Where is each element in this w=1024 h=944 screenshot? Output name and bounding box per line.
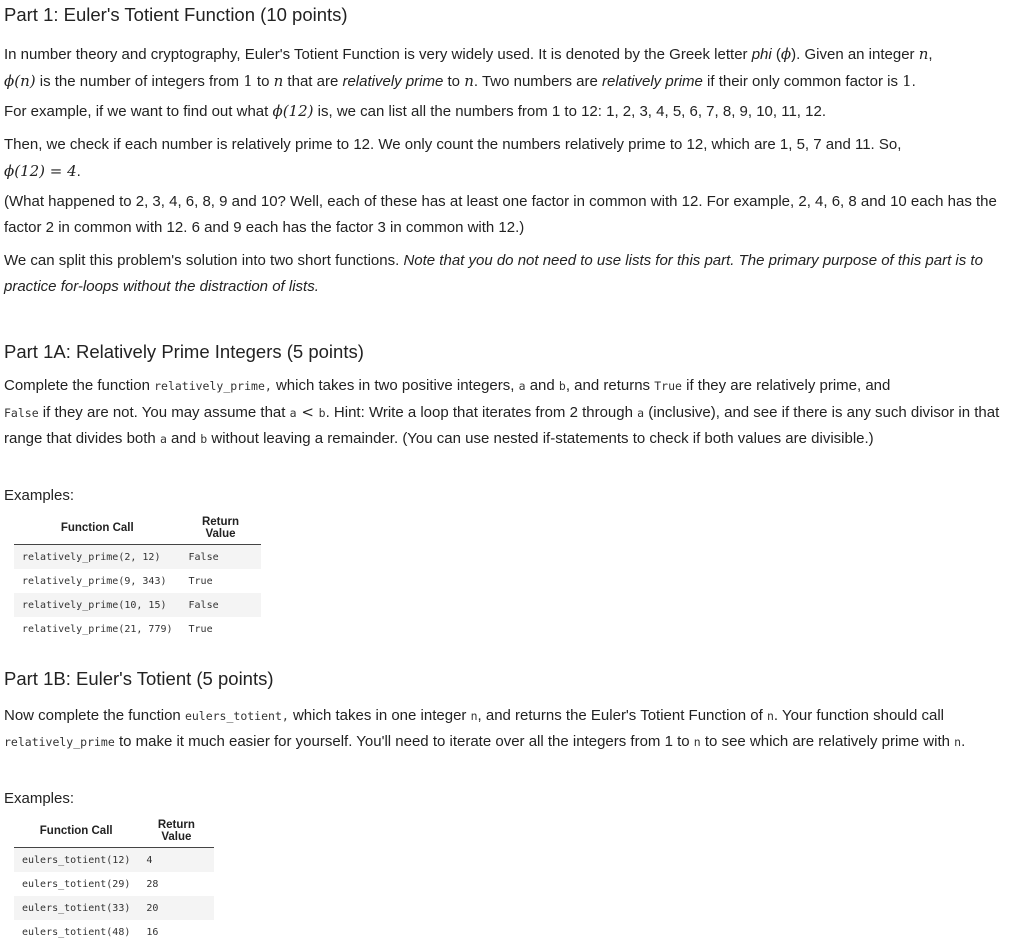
- table-cell-call: relatively_prime(10, 15): [14, 593, 181, 617]
- part1-split-paragraph: We can split this problem's solution into two short functions. Note that you do not need to use lists for this part. The primary purpose of this part is to practice for-loops without the distraction of lists.: [4, 252, 983, 295]
- part1-check-paragraph: Then, we check if each number is relatively prime to 12. We only count the numbers relatively prime to 12, which are 1, 5, 7 and 11. So, ϕ(12) = 4.: [4, 136, 902, 180]
- table-header-function-call: Function Call: [14, 819, 138, 848]
- part1b-description: Now complete the function eulers_totient, which takes in one integer n, and returns the Euler's Totient Function of n. Your function should call relatively_prime to make it much easier for yourself. You'll need to iterate over all the integers from 1 to n to see which are relatively prime with n.: [4, 707, 966, 750]
- table-row: [14, 569, 261, 593]
- table-cell-return: False: [181, 545, 261, 570]
- part1b-examples-table: [14, 819, 214, 944]
- table-row: [14, 896, 214, 920]
- table-cell-call: relatively_prime(9, 343): [22, 575, 167, 587]
- part1a-examples-label: Examples:: [4, 487, 75, 504]
- table-cell-return: 4: [138, 848, 214, 873]
- table-cell-call: eulers_totient(12): [14, 848, 138, 873]
- table-row: [14, 593, 261, 617]
- table-cell-call: eulers_totient(29): [22, 878, 131, 890]
- table-row: [14, 872, 214, 896]
- part1-title: Part 1: Euler's Totient Function (10 points): [4, 4, 348, 25]
- part1-intro-paragraph: In number theory and cryptography, Euler's Totient Function is very widely used. It is denoted by the Greek letter phi (ϕ). Given an integer n, ϕ(n) is the number of integers from 1 to n that are relatively prime to n. Two numbers are relatively prime if their only common factor is 1.: [4, 45, 933, 90]
- part1a-examples-table: [14, 516, 261, 641]
- table-row: [14, 848, 214, 873]
- table-cell-return: False: [181, 593, 261, 617]
- table-cell-return: True: [188, 575, 213, 587]
- part1-example-paragraph: For example, if we want to find out what ϕ(12) is, we can list all the numbers from 1 to 12: 1, 2, 3, 4, 5, 6, 7, 8, 9, 10, 11, 12.: [4, 102, 826, 120]
- table-cell-call: eulers_totient(33): [14, 896, 138, 920]
- table-row: [14, 920, 214, 944]
- table-cell-return: 20: [138, 896, 214, 920]
- table-cell-call: relatively_prime(2, 12): [14, 545, 181, 570]
- part1b-title: Part 1B: Euler's Totient (5 points): [4, 668, 274, 689]
- table-cell-call: relatively_prime(21, 779): [22, 623, 173, 635]
- table-cell-return: 16: [146, 926, 159, 938]
- part1a-description: Complete the function relatively_prime, which takes in two positive integers, a and b, and returns True if they are relatively prime, and False if they are not. You may assume that a < b. Hint: Write a loop that iterates from 2 through a (inclusive), and see if there is any such divisor in that range that divides both a and b without leaving a remainder. (You can use nested if-statements to check if both values are divisible.): [4, 377, 1000, 447]
- table-cell-return: 28: [146, 878, 159, 890]
- table-header-return-value: Return Value: [138, 819, 214, 848]
- table-header-return-value: Return Value: [181, 516, 261, 545]
- table-cell-return: True: [188, 623, 213, 635]
- table-row: [14, 617, 261, 641]
- part1b-examples-label: Examples:: [4, 790, 75, 807]
- part1-explanation-paragraph: (What happened to 2, 3, 4, 6, 8, 9 and 10? Well, each of these has at least one factor in common with 12. For example, 2, 4, 6, 8 and 10 each has the factor 2 in common with 12. 6 and 9 each has the factor 3 in common with 12.): [4, 193, 997, 236]
- table-row: [14, 545, 261, 570]
- table-header-function-call: Function Call: [14, 516, 181, 545]
- table-cell-call: eulers_totient(48): [22, 926, 131, 938]
- part1a-title: Part 1A: Relatively Prime Integers (5 points): [4, 341, 364, 362]
